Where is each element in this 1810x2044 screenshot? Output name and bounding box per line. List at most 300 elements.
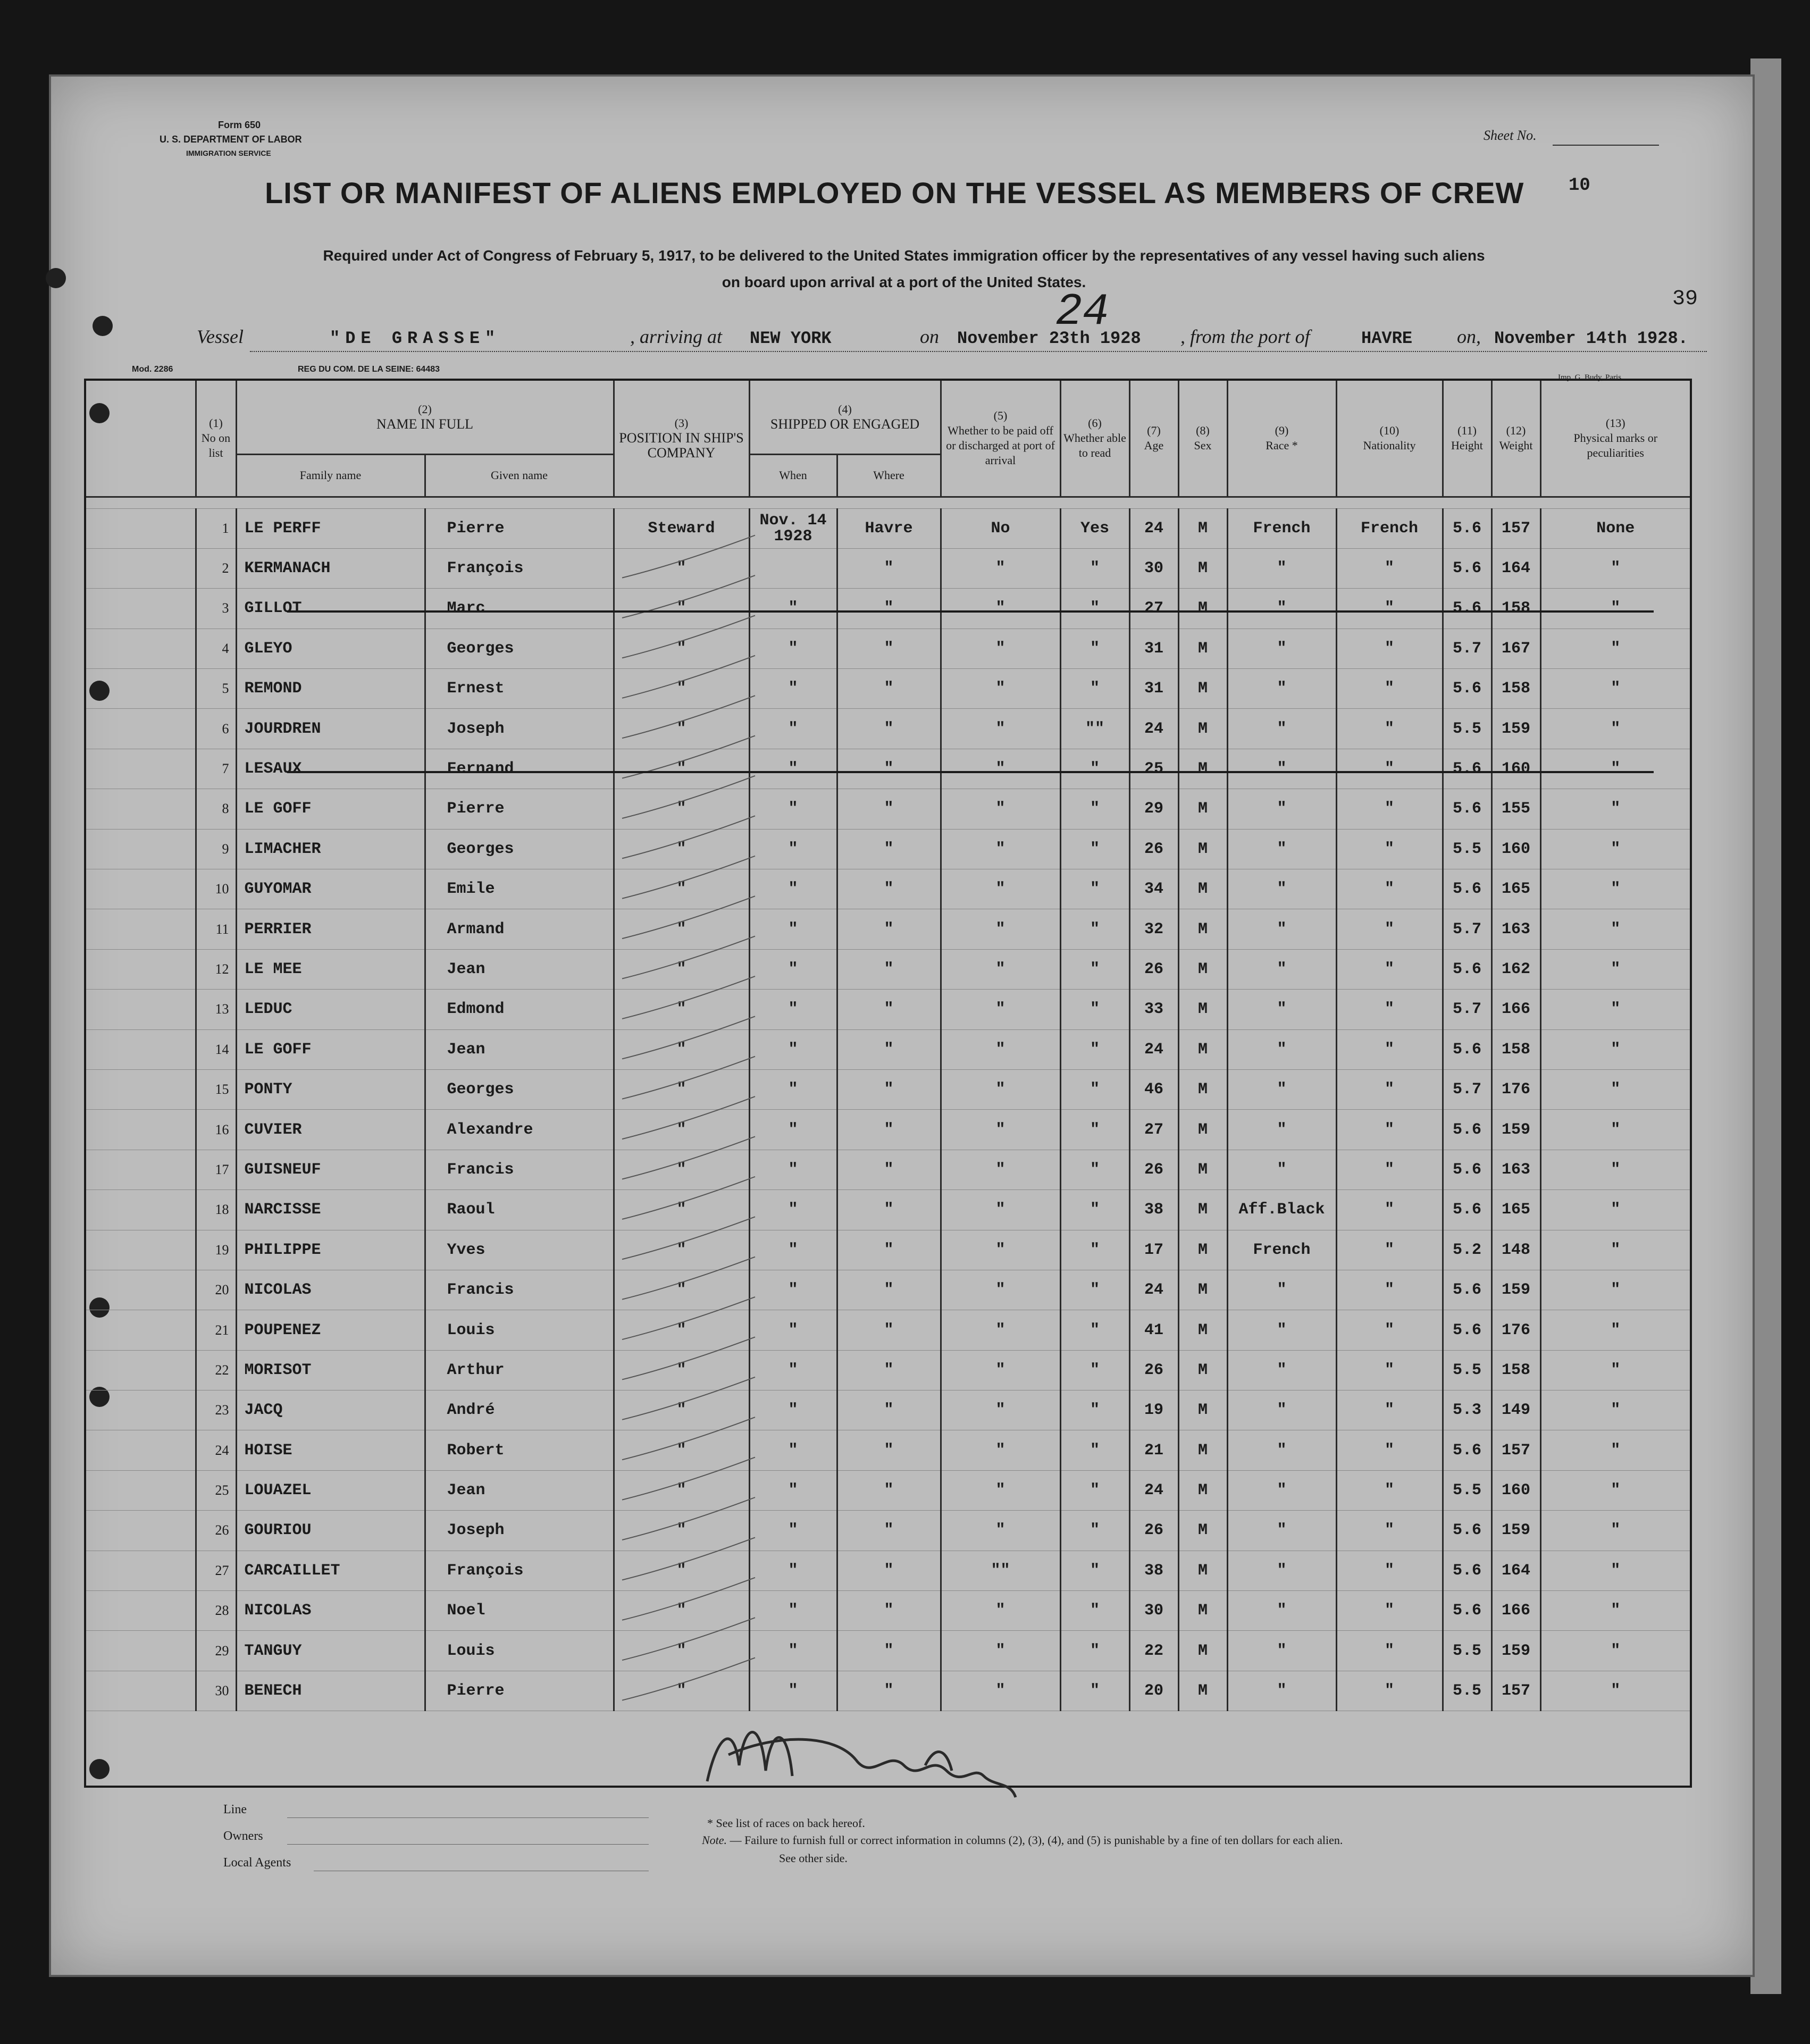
cell-nationality: " [1336,709,1443,749]
cell-marks: " [1540,1270,1691,1310]
cell-age: 19 [1129,1390,1178,1430]
cell-position: " [614,589,749,629]
cell-position: " [614,1069,749,1109]
cell-margin [85,629,196,668]
cell-where: " [837,1591,941,1631]
cell-margin [85,829,196,869]
cell-given: Louis [425,1310,614,1350]
cell-paid: " [941,1671,1060,1711]
cell-position: " [614,1350,749,1390]
cell-family: LEDUC [236,990,425,1029]
cell-race: " [1227,1470,1336,1510]
cell-weight: 158 [1491,669,1540,709]
cell-race: " [1227,1069,1336,1109]
cell-height: 5.6 [1443,789,1491,829]
cell-race: " [1227,1430,1336,1470]
cell-height: 5.6 [1443,1591,1491,1631]
cell-n: 12 [196,949,236,989]
cell-age: 27 [1129,589,1178,629]
cell-where: " [837,1631,941,1671]
pencil-check [622,1377,755,1420]
cell-margin [85,909,196,949]
cell-position: " [614,1270,749,1310]
cell-age: 24 [1129,1470,1178,1510]
cell-family: LOUAZEL [236,1470,425,1510]
cell-margin [85,1190,196,1230]
cell-marks: " [1540,1551,1691,1590]
cell-age: 34 [1129,869,1178,909]
cell-family: GOURIOU [236,1511,425,1551]
cell-given: André [425,1390,614,1430]
cell-where: " [837,1430,941,1470]
cell-age: 24 [1129,709,1178,749]
cell-given: Joseph [425,1511,614,1551]
cell-where: " [837,829,941,869]
cell-weight: 160 [1491,1470,1540,1510]
cell-given: Georges [425,829,614,869]
pencil-check [622,1658,755,1700]
cell-position: " [614,1190,749,1230]
cell-margin [85,1631,196,1671]
cell-paid: " [941,1591,1060,1631]
cell-margin [85,669,196,709]
cell-when: " [749,1511,837,1551]
cell-race: " [1227,1150,1336,1189]
cell-n: 27 [196,1551,236,1590]
strike-through-line [287,610,1654,613]
cell-position: " [614,1150,749,1189]
cell-when: " [749,829,837,869]
cell-paid: " [941,1150,1060,1189]
table-row [85,1350,1691,1390]
arriving-label: , arriving at [630,326,723,347]
requirement-line-2: on board upon arrival at a port of the United States. [722,274,1086,290]
cell-position: " [614,1631,749,1671]
cell-given: Robert [425,1430,614,1470]
cell-given: Marc [425,589,614,629]
table-row [85,669,1691,709]
cell-margin [85,789,196,829]
cell-marks: " [1540,669,1691,709]
document-title: LIST OR MANIFEST OF ALIENS EMPLOYED ON THE VESSEL AS MEMBERS OF CREW [265,176,1524,210]
cell-sex: M [1178,1511,1227,1551]
cell-n: 3 [196,589,236,629]
cell-margin [85,548,196,588]
cell-height: 5.7 [1443,990,1491,1029]
cell-nationality: " [1336,629,1443,668]
cell-sex: M [1178,548,1227,588]
cell-age: 32 [1129,909,1178,949]
cell-given: Louis [425,1631,614,1671]
on-label: on [920,326,939,347]
cell-marks: " [1540,1631,1691,1671]
cell-marks: " [1540,749,1691,789]
cell-margin [85,1470,196,1510]
cell-height: 5.5 [1443,1631,1491,1671]
cell-nationality: " [1336,1270,1443,1310]
cell-margin [85,508,196,548]
cell-paid: " [941,1110,1060,1150]
cell-when: " [749,669,837,709]
cell-age: 24 [1129,1029,1178,1069]
cell-race: " [1227,1631,1336,1671]
cell-read: " [1060,1350,1129,1390]
cell-weight: 164 [1491,548,1540,588]
cell-marks: " [1540,829,1691,869]
cell-paid: " [941,1631,1060,1671]
cell-read: " [1060,1470,1129,1510]
cell-weight: 164 [1491,1551,1540,1590]
cell-margin [85,1310,196,1350]
vessel-name: "DE GRASSE" [330,329,501,348]
cell-weight: 166 [1491,1591,1540,1631]
cell-weight: 158 [1491,1029,1540,1069]
cell-family: HOISE [236,1430,425,1470]
pencil-check [622,1457,755,1500]
cell-paid: " [941,1430,1060,1470]
cell-nationality: " [1336,1350,1443,1390]
cell-family: GILLOT [236,589,425,629]
adjacent-page-edge [1750,58,1781,1994]
cell-n: 8 [196,789,236,829]
header-paid-off: (5) Whether to be paid off or discharged at port of arrival [941,380,1060,497]
cell-where: " [837,629,941,668]
cell-when: " [749,789,837,829]
pencil-check [622,1618,755,1660]
cell-nationality: " [1336,789,1443,829]
cell-n: 22 [196,1350,236,1390]
cell-read: " [1060,1069,1129,1109]
cell-when: Nov. 14 1928 [749,508,837,548]
cell-age: 26 [1129,829,1178,869]
cell-where: " [837,909,941,949]
pencil-check [622,1057,755,1099]
cell-paid: " [941,629,1060,668]
cell-weight: 159 [1491,1270,1540,1310]
cell-race: " [1227,1390,1336,1430]
cell-paid: " [941,1470,1060,1510]
cell-weight: 160 [1491,749,1540,789]
cell-family: PHILIPPE [236,1230,425,1270]
cell-read: " [1060,1591,1129,1631]
header-height: (11) Height [1443,380,1491,497]
header-sex: (8) Sex [1178,380,1227,497]
cell-where: " [837,1310,941,1350]
cell-age: 26 [1129,1350,1178,1390]
cell-height: 5.6 [1443,1430,1491,1470]
cell-family: KERMANACH [236,548,425,588]
cell-when: " [749,589,837,629]
cell-paid: " [941,709,1060,749]
cell-position: " [614,789,749,829]
cell-age: 41 [1129,1310,1178,1350]
cell-when: " [749,990,837,1029]
cell-sex: M [1178,789,1227,829]
cell-sex: M [1178,669,1227,709]
cell-position: " [614,749,749,789]
cell-race: " [1227,789,1336,829]
cell-age: 26 [1129,1150,1178,1189]
cell-race: " [1227,1591,1336,1631]
cell-race: " [1227,1270,1336,1310]
cell-marks: " [1540,629,1691,668]
cell-paid: " [941,949,1060,989]
cell-marks: " [1540,1150,1691,1189]
table-row [85,1270,1691,1310]
cell-where: " [837,789,941,829]
table-row [85,709,1691,749]
cell-paid: " [941,1350,1060,1390]
cell-where: " [837,1230,941,1270]
table-row [85,589,1691,629]
cell-given: Ernest [425,669,614,709]
cell-margin [85,749,196,789]
table-row [85,829,1691,869]
cell-position: " [614,1470,749,1510]
table-row [85,1069,1691,1109]
cell-n: 29 [196,1631,236,1671]
cell-marks: " [1540,949,1691,989]
cell-n: 20 [196,1270,236,1310]
cell-n: 11 [196,909,236,949]
cell-margin [85,949,196,989]
cell-when: " [749,1591,837,1631]
cell-when: " [749,1671,837,1711]
cell-paid: " [941,829,1060,869]
cell-height: 5.5 [1443,1350,1491,1390]
cell-age: 24 [1129,508,1178,548]
crew-manifest-table [84,379,1692,1788]
cell-age: 30 [1129,548,1178,588]
handwritten-annotation: 24 [1055,287,1109,338]
cell-race: " [1227,909,1336,949]
cell-age: 25 [1129,749,1178,789]
cell-margin [85,1511,196,1551]
cell-family: LESAUX [236,749,425,789]
cell-race: French [1227,508,1336,548]
table-row [85,749,1691,789]
header-shipped: (4) SHIPPED OR ENGAGED [749,380,941,454]
cell-weight: 160 [1491,829,1540,869]
table-row [85,1631,1691,1671]
arrival-port: NEW YORK [750,329,832,348]
cell-family: PONTY [236,1069,425,1109]
cell-family: LE MEE [236,949,425,989]
cell-where: " [837,1671,941,1711]
cell-read: " [1060,629,1129,668]
cell-family: JACQ [236,1390,425,1430]
cell-sex: M [1178,869,1227,909]
cell-marks: " [1540,1470,1691,1510]
cell-when: " [749,629,837,668]
cell-weight: 148 [1491,1230,1540,1270]
cell-given: Raoul [425,1190,614,1230]
cell-nationality: " [1336,829,1443,869]
cell-where: " [837,548,941,588]
table-row [85,949,1691,989]
cell-given: Jean [425,949,614,989]
cell-read: " [1060,1631,1129,1671]
cell-given: Jean [425,1470,614,1510]
cell-read: " [1060,1230,1129,1270]
cell-height: 5.5 [1443,1671,1491,1711]
cell-given: Alexandre [425,1110,614,1150]
cell-read: " [1060,1430,1129,1470]
cell-race: " [1227,548,1336,588]
cell-paid: " [941,589,1060,629]
cell-position: " [614,709,749,749]
header-name: (2) NAME IN FULL [236,380,614,454]
table-row [85,1029,1691,1069]
from-label: , from the port of [1180,326,1310,347]
owners-label: Owners [223,1829,263,1843]
punch-hole [46,268,66,288]
header-race: (9) Race * [1227,380,1336,497]
registry-text: REG DU COM. DE LA SEINE: 64483 [298,365,440,374]
pencil-check [622,1177,755,1219]
cell-position: " [614,1591,749,1631]
cell-nationality: " [1336,1150,1443,1189]
cell-paid: " [941,1029,1060,1069]
cell-race: " [1227,1350,1336,1390]
pencil-check [622,1217,755,1259]
cell-age: 46 [1129,1069,1178,1109]
cell-nationality: " [1336,909,1443,949]
cell-paid: "" [941,1551,1060,1590]
cell-sex: M [1178,1631,1227,1671]
cell-family: NICOLAS [236,1591,425,1631]
pencil-check [622,776,755,818]
cell-margin [85,1230,196,1270]
cell-where: " [837,1190,941,1230]
cell-given: Georges [425,1069,614,1109]
cell-sex: M [1178,949,1227,989]
cell-weight: 157 [1491,508,1540,548]
table-row [85,1430,1691,1470]
sheet-label: Sheet No. [1484,128,1537,143]
note-label: Note. [702,1833,727,1847]
cell-given: Pierre [425,508,614,548]
cell-when: " [749,869,837,909]
cell-paid: " [941,1270,1060,1310]
cell-read: " [1060,1671,1129,1711]
cell-read: " [1060,1150,1129,1189]
local-agents-label: Local Agents [223,1856,291,1870]
cell-position: " [614,1029,749,1069]
cell-height: 5.6 [1443,1190,1491,1230]
cell-race: French [1227,1230,1336,1270]
cell-when: " [749,909,837,949]
penalty-note [702,1833,1343,1847]
cell-sex: M [1178,629,1227,668]
cell-margin [85,1671,196,1711]
pencil-check [622,1016,755,1059]
cell-paid: " [941,1511,1060,1551]
cell-race: " [1227,709,1336,749]
cell-n: 15 [196,1069,236,1109]
cell-weight: 157 [1491,1671,1540,1711]
service-name: IMMIGRATION SERVICE [186,149,271,157]
races-note: * See list of races on back hereof. [707,1816,865,1830]
on-label-2: on, [1457,326,1481,347]
cell-n: 13 [196,990,236,1029]
cell-height: 5.6 [1443,1511,1491,1551]
cell-position: Steward [614,508,749,548]
cell-n: 9 [196,829,236,869]
cell-race: " [1227,1310,1336,1350]
cell-sex: M [1178,990,1227,1029]
cell-given: Fernand [425,749,614,789]
cell-sex: M [1178,909,1227,949]
cell-family: GUISNEUF [236,1150,425,1189]
cell-sex: M [1178,1430,1227,1470]
cell-position: " [614,990,749,1029]
cell-family: MORISOT [236,1350,425,1390]
arrival-date: November 23th 1928 [957,329,1141,348]
cell-race: " [1227,829,1336,869]
cell-weight: 155 [1491,789,1540,829]
cell-height: 5.6 [1443,749,1491,789]
cell-marks: " [1540,1310,1691,1350]
cell-nationality: French [1336,508,1443,548]
cell-n: 2 [196,548,236,588]
cell-margin [85,1110,196,1150]
cell-read: "" [1060,709,1129,749]
cell-marks: " [1540,1230,1691,1270]
cell-when: " [749,1190,837,1230]
pencil-check [622,936,755,979]
header-nationality: (10) Nationality [1336,380,1443,497]
cell-age: 21 [1129,1430,1178,1470]
pencil-check [622,1337,755,1379]
cell-age: 26 [1129,949,1178,989]
cell-height: 5.5 [1443,1470,1491,1510]
header-position: (3) POSITION IN SHIP'S COMPANY [614,380,749,497]
header-when: When [749,454,837,497]
pencil-check [622,1297,755,1339]
cell-where: " [837,589,941,629]
cell-weight: 166 [1491,990,1540,1029]
cell-n: 21 [196,1310,236,1350]
cell-margin [85,1430,196,1470]
cell-read: Yes [1060,508,1129,548]
cell-sex: M [1178,749,1227,789]
requirement-line-1: Required under Act of Congress of February 5, 1917, to be delivered to the United States immigration officer by the representatives of any vessel having such aliens [323,247,1485,264]
cell-where: " [837,1110,941,1150]
cell-race: " [1227,990,1336,1029]
pencil-check [622,816,755,858]
cell-height: 5.6 [1443,589,1491,629]
pencil-check [622,1096,755,1139]
cell-weight: 176 [1491,1069,1540,1109]
cell-read: " [1060,869,1129,909]
cell-position: " [614,909,749,949]
cell-n: 14 [196,1029,236,1069]
table-row [85,909,1691,949]
cell-read: " [1060,1390,1129,1430]
table-row [85,1110,1691,1150]
vessel-label: Vessel [197,326,244,347]
cell-paid: " [941,749,1060,789]
cell-margin [85,589,196,629]
cell-where: " [837,1029,941,1069]
cell-n: 28 [196,1591,236,1631]
cell-read: " [1060,1511,1129,1551]
pencil-check [622,1537,755,1580]
sheet-number: 10 [1569,175,1590,196]
cell-when: " [749,1310,837,1350]
table-row [85,1511,1691,1551]
